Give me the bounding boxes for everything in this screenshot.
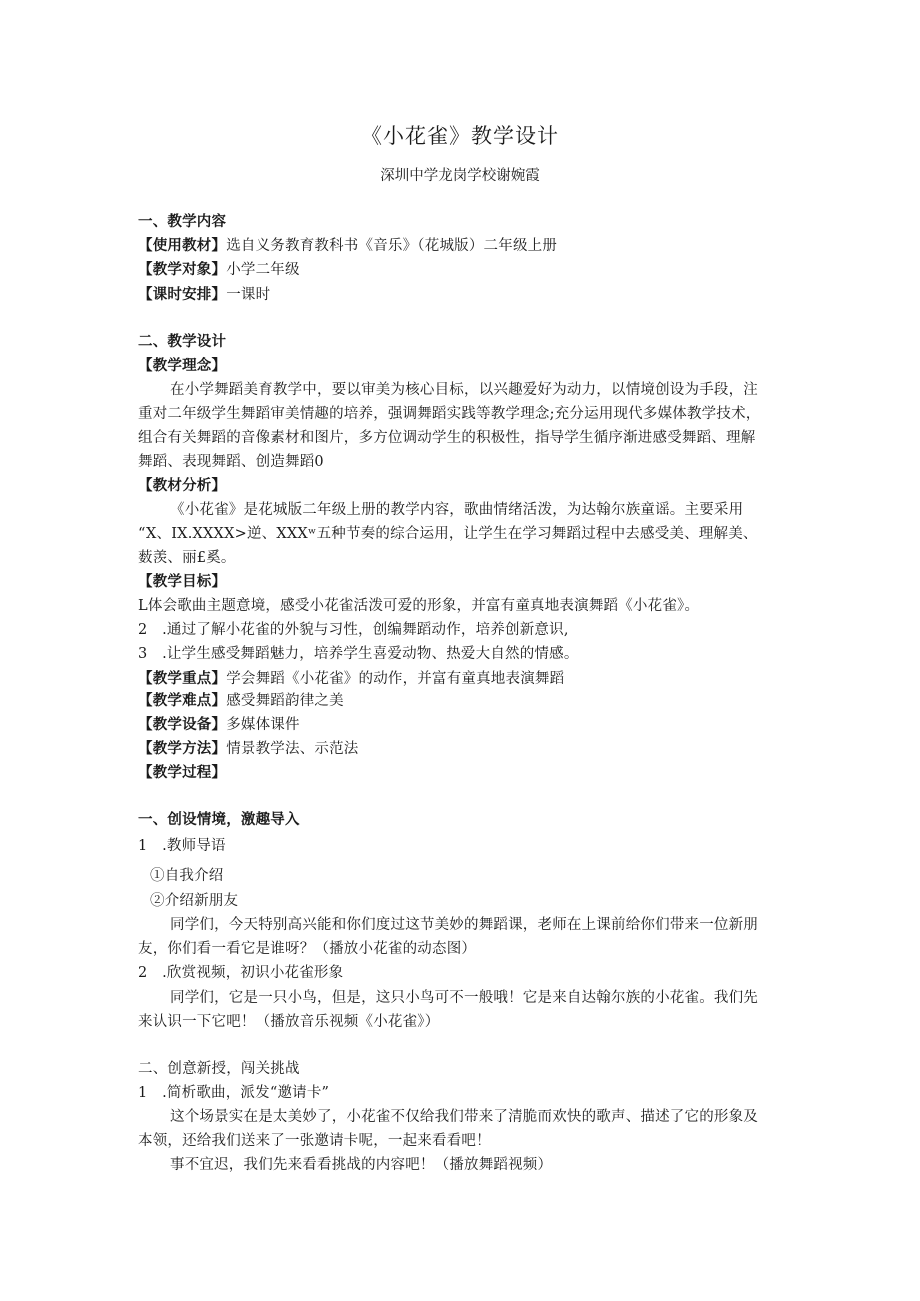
document-title: 《小花雀》教学设计 — [361, 124, 559, 148]
part2-para1-line: 这个场景实在是太美妙了，小花雀不仅给我们带来了清脆而欢快的歌声、描述了它的形象及 — [170, 1109, 758, 1125]
info-row-textbook — [138, 234, 557, 258]
goal-item: 3 .让学生感受舞蹈魅力，培养学生喜爱动物、热爱大自然的情感。 — [138, 646, 579, 662]
info-label: 【教学设备】 — [138, 716, 227, 733]
info-value: 小学二年级 — [226, 262, 300, 278]
section-heading-content: 一、教学内容 — [138, 213, 227, 230]
info-value: 选自义务教育教科书《音乐》（花城版）二年级上册 — [226, 238, 558, 254]
part1-para2-line: 来认识一下它吧！（播放音乐视频《小花雀》） — [138, 1014, 440, 1030]
info-label: 【教学对象】 — [138, 261, 227, 278]
analysis-label: 【教材分析】 — [138, 477, 227, 494]
section-heading-design: 二、教学设计 — [138, 333, 227, 350]
info-value: 多媒体课件 — [226, 717, 300, 733]
info-row-equipment — [138, 713, 300, 737]
info-value: 感受舞蹈韵律之美 — [226, 693, 344, 709]
info-row-key-point — [138, 667, 564, 691]
part1-step2: 2 .欣赏视频，初识小花雀形象 — [138, 965, 344, 981]
concept-line: 重对二年级学生舞蹈审美情趣的培养，强调舞蹈实践等教学理念;充分运用现代多媒体教学技术， — [138, 406, 761, 422]
info-label: 【教学重点】 — [138, 670, 227, 687]
concept-label: 【教学理念】 — [138, 357, 227, 374]
part1-heading: 一、创设情境，激趣导入 — [138, 811, 300, 828]
info-value: 一课时 — [226, 287, 271, 303]
goals-label: 【教学目标】 — [138, 573, 227, 590]
info-row-difficulty — [138, 689, 344, 713]
info-row-schedule — [138, 283, 270, 307]
part2-para2: 事不宜迟，我们先来看看挑战的内容吧！（播放舞蹈视频） — [170, 1157, 553, 1173]
process-label: 【教学过程】 — [138, 764, 227, 781]
goal-item: 2 .通过了解小花雀的外貌与习性，创编舞蹈动作，培养创新意识, — [138, 622, 569, 638]
part1-para1-line: 友，你们看一看它是谁呀？（播放小花雀的动态图） — [138, 941, 477, 957]
part1-step1: 1 .教师导语 — [138, 838, 226, 854]
part2-heading: 二、创意新授，闯关挑战 — [138, 1061, 300, 1077]
analysis-line: “X、IX.XXXX>逆、XXXʷ五种节奏的综合运用，让学生在学习舞蹈过程中去感受美、理解美、 — [138, 526, 758, 542]
info-label: 【教学难点】 — [138, 692, 227, 709]
part2-step1: 1 .简析歌曲，派发“邀请卡” — [138, 1085, 330, 1101]
info-row-method — [138, 737, 359, 761]
info-label: 【使用教材】 — [138, 237, 227, 254]
concept-line: 舞蹈、表现舞蹈、创造舞蹈0 — [138, 454, 324, 470]
analysis-line: 《小花雀》是花城版二年级上册的教学内容，歌曲情绪活泼，为达翰尔族童谣。主要采用 — [170, 502, 744, 518]
part1-sub2: ②介绍新朋友 — [150, 893, 239, 909]
info-label: 【教学方法】 — [138, 740, 227, 757]
info-value: 情景教学法、示范法 — [226, 741, 359, 757]
part1-para1-line: 同学们，今天特别高兴能和你们度过这节美妙的舞蹈课，老师在上课前给你们带来一位新朋 — [170, 917, 758, 933]
part2-para1-line: 本领，还给我们送来了一张邀请卡呢，一起来看看吧！ — [138, 1133, 491, 1149]
concept-line: 组合有关舞蹈的音像素材和图片，多方位调动学生的积极性，指导学生循序渐进感受舞蹈、理解 — [138, 430, 756, 446]
analysis-line: 薮羡、丽£奚。 — [138, 550, 236, 566]
part1-para2-line: 同学们，它是一只小鸟，但是，这只小鸟可不一般哦！它是来自达翰尔族的小花雀。我们先 — [170, 990, 758, 1006]
info-row-audience — [138, 258, 300, 282]
info-label: 【课时安排】 — [138, 286, 227, 303]
concept-line: 在小学舞蹈美育教学中，要以审美为核心目标，以兴趣爱好为动力，以情境创设为手段，注 — [170, 382, 758, 398]
goal-item: L体会歌曲主题意境，感受小花雀活泼可爱的形象，并富有童真地表演舞蹈《小花雀》。 — [138, 598, 700, 614]
document-author: 深圳中学龙岗学校谢婉霞 — [380, 168, 540, 184]
part1-sub1: ①自我介绍 — [150, 868, 224, 884]
info-value: 学会舞蹈《小花雀》的动作，并富有童真地表演舞蹈 — [226, 671, 565, 687]
